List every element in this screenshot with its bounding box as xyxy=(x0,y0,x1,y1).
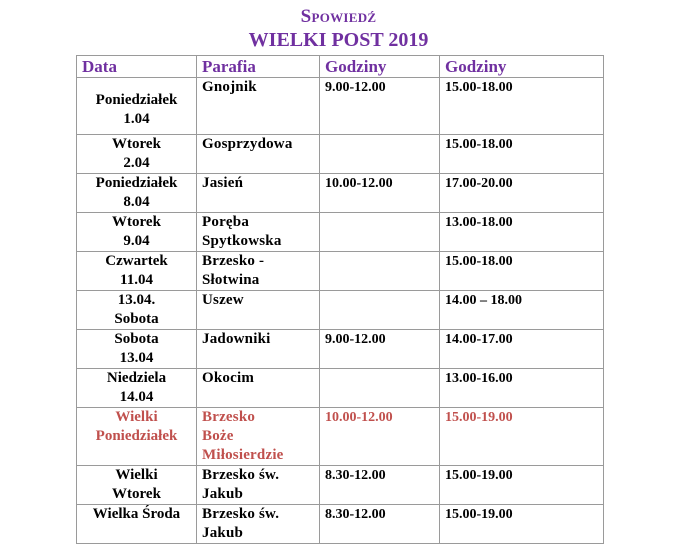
hours-morning-cell xyxy=(320,291,440,330)
table-row xyxy=(77,252,604,291)
date-line: Wielki xyxy=(115,467,158,483)
table-row xyxy=(77,78,604,135)
date-cell xyxy=(77,466,197,505)
hours-afternoon-cell: 15.00-18.00 xyxy=(440,135,604,174)
hours-morning-cell: 8.30-12.00 xyxy=(320,466,440,505)
parish-line: Poręba xyxy=(202,214,250,230)
parish-line: Brzesko - xyxy=(202,253,265,269)
date-cell xyxy=(77,135,197,174)
parish-line: Gnojnik xyxy=(202,79,257,95)
date-line: 13.04 xyxy=(119,350,154,366)
hours-afternoon-cell: 14.00-17.00 xyxy=(440,330,604,369)
date-line: 1.04 xyxy=(123,111,150,127)
parish-cell xyxy=(197,135,320,174)
table-row xyxy=(77,213,604,252)
date-line: Wtorek xyxy=(112,486,161,502)
date-line: Czwartek xyxy=(105,253,168,269)
date-cell xyxy=(77,330,197,369)
parish-line: Jakub xyxy=(202,486,244,502)
parish-line: Brzesko św. xyxy=(202,506,280,522)
parish-line: Jakub xyxy=(202,525,244,541)
date-line: 13.04. xyxy=(117,292,156,308)
hours-morning-cell: 8.30-12.00 xyxy=(320,505,440,544)
hours-morning-cell xyxy=(320,252,440,291)
hours-morning-cell: 10.00-12.00 xyxy=(320,408,440,466)
date-line: 14.04 xyxy=(119,389,154,405)
parish-cell xyxy=(197,213,320,252)
hours-afternoon-cell: 14.00 – 18.00 xyxy=(440,291,604,330)
date-cell xyxy=(77,505,197,544)
column-header-hours-morning: Godziny xyxy=(320,56,440,78)
date-line: Sobota xyxy=(114,331,159,347)
parish-line: Miłosierdzie xyxy=(202,447,284,463)
table-row xyxy=(77,174,604,213)
parish-line: Brzesko św. xyxy=(202,467,280,483)
date-line: 8.04 xyxy=(123,194,150,210)
table-row xyxy=(77,330,604,369)
parish-line: Jadowniki xyxy=(202,331,271,347)
hours-morning-cell xyxy=(320,369,440,408)
date-line: 9.04 xyxy=(123,233,150,249)
table-row xyxy=(77,505,604,544)
document-subtitle: WIELKI POST 2019 xyxy=(248,29,429,51)
confession-schedule-table xyxy=(76,55,604,544)
parish-line: Gosprzydowa xyxy=(202,136,293,152)
date-cell xyxy=(77,252,197,291)
column-header-parish: Parafia xyxy=(197,56,320,78)
parish-line: Jasień xyxy=(202,175,244,191)
table-row-highlighted xyxy=(77,408,604,466)
hours-afternoon-cell: 13.00-16.00 xyxy=(440,369,604,408)
date-line: Wtorek xyxy=(112,214,161,230)
hours-afternoon-cell: 17.00-20.00 xyxy=(440,174,604,213)
hours-afternoon-cell: 15.00-19.00 xyxy=(440,408,604,466)
hours-morning-cell xyxy=(320,135,440,174)
parish-cell xyxy=(197,252,320,291)
table-row xyxy=(77,135,604,174)
date-line: Niedziela xyxy=(106,370,167,386)
parish-line: Słotwina xyxy=(202,272,260,288)
hours-afternoon-cell: 13.00-18.00 xyxy=(440,213,604,252)
hours-afternoon-cell: 15.00-18.00 xyxy=(440,252,604,291)
parish-cell xyxy=(197,505,320,544)
date-line: 11.04 xyxy=(120,272,153,288)
hours-morning-cell: 9.00-12.00 xyxy=(320,78,440,135)
hours-morning-cell: 9.00-12.00 xyxy=(320,330,440,369)
table-header-row xyxy=(77,56,604,78)
date-line: Wielka Środa xyxy=(92,506,181,522)
parish-cell xyxy=(197,174,320,213)
date-cell xyxy=(77,174,197,213)
parish-cell xyxy=(197,466,320,505)
date-cell xyxy=(77,78,197,135)
date-cell xyxy=(77,213,197,252)
parish-line: Boże xyxy=(202,428,234,444)
date-cell xyxy=(77,369,197,408)
parish-cell xyxy=(197,78,320,135)
document-title: Spowiedź xyxy=(300,6,377,27)
date-line: Wielki xyxy=(115,409,158,425)
parish-line: Okocim xyxy=(202,370,255,386)
parish-line: Spytkowska xyxy=(202,233,282,249)
hours-afternoon-cell: 15.00-19.00 xyxy=(440,505,604,544)
parish-line: Uszew xyxy=(202,292,244,308)
hours-afternoon-cell: 15.00-18.00 xyxy=(440,78,604,135)
date-line: 2.04 xyxy=(123,155,150,171)
hours-morning-cell xyxy=(320,213,440,252)
parish-cell xyxy=(197,408,320,466)
table-row xyxy=(77,291,604,330)
parish-line: Brzesko xyxy=(202,409,256,425)
date-line: Wtorek xyxy=(112,136,161,152)
date-line: Poniedziałek xyxy=(95,92,178,108)
hours-afternoon-cell: 15.00-19.00 xyxy=(440,466,604,505)
parish-cell xyxy=(197,330,320,369)
table-row xyxy=(77,466,604,505)
date-cell xyxy=(77,408,197,466)
date-line: Sobota xyxy=(114,311,159,327)
column-header-hours-afternoon: Godziny xyxy=(440,56,604,78)
date-cell xyxy=(77,291,197,330)
hours-morning-cell: 10.00-12.00 xyxy=(320,174,440,213)
date-line: Poniedziałek xyxy=(95,428,178,444)
column-header-date: Data xyxy=(77,56,197,78)
date-line: Poniedziałek xyxy=(95,175,178,191)
table-row xyxy=(77,369,604,408)
parish-cell xyxy=(197,369,320,408)
parish-cell xyxy=(197,291,320,330)
